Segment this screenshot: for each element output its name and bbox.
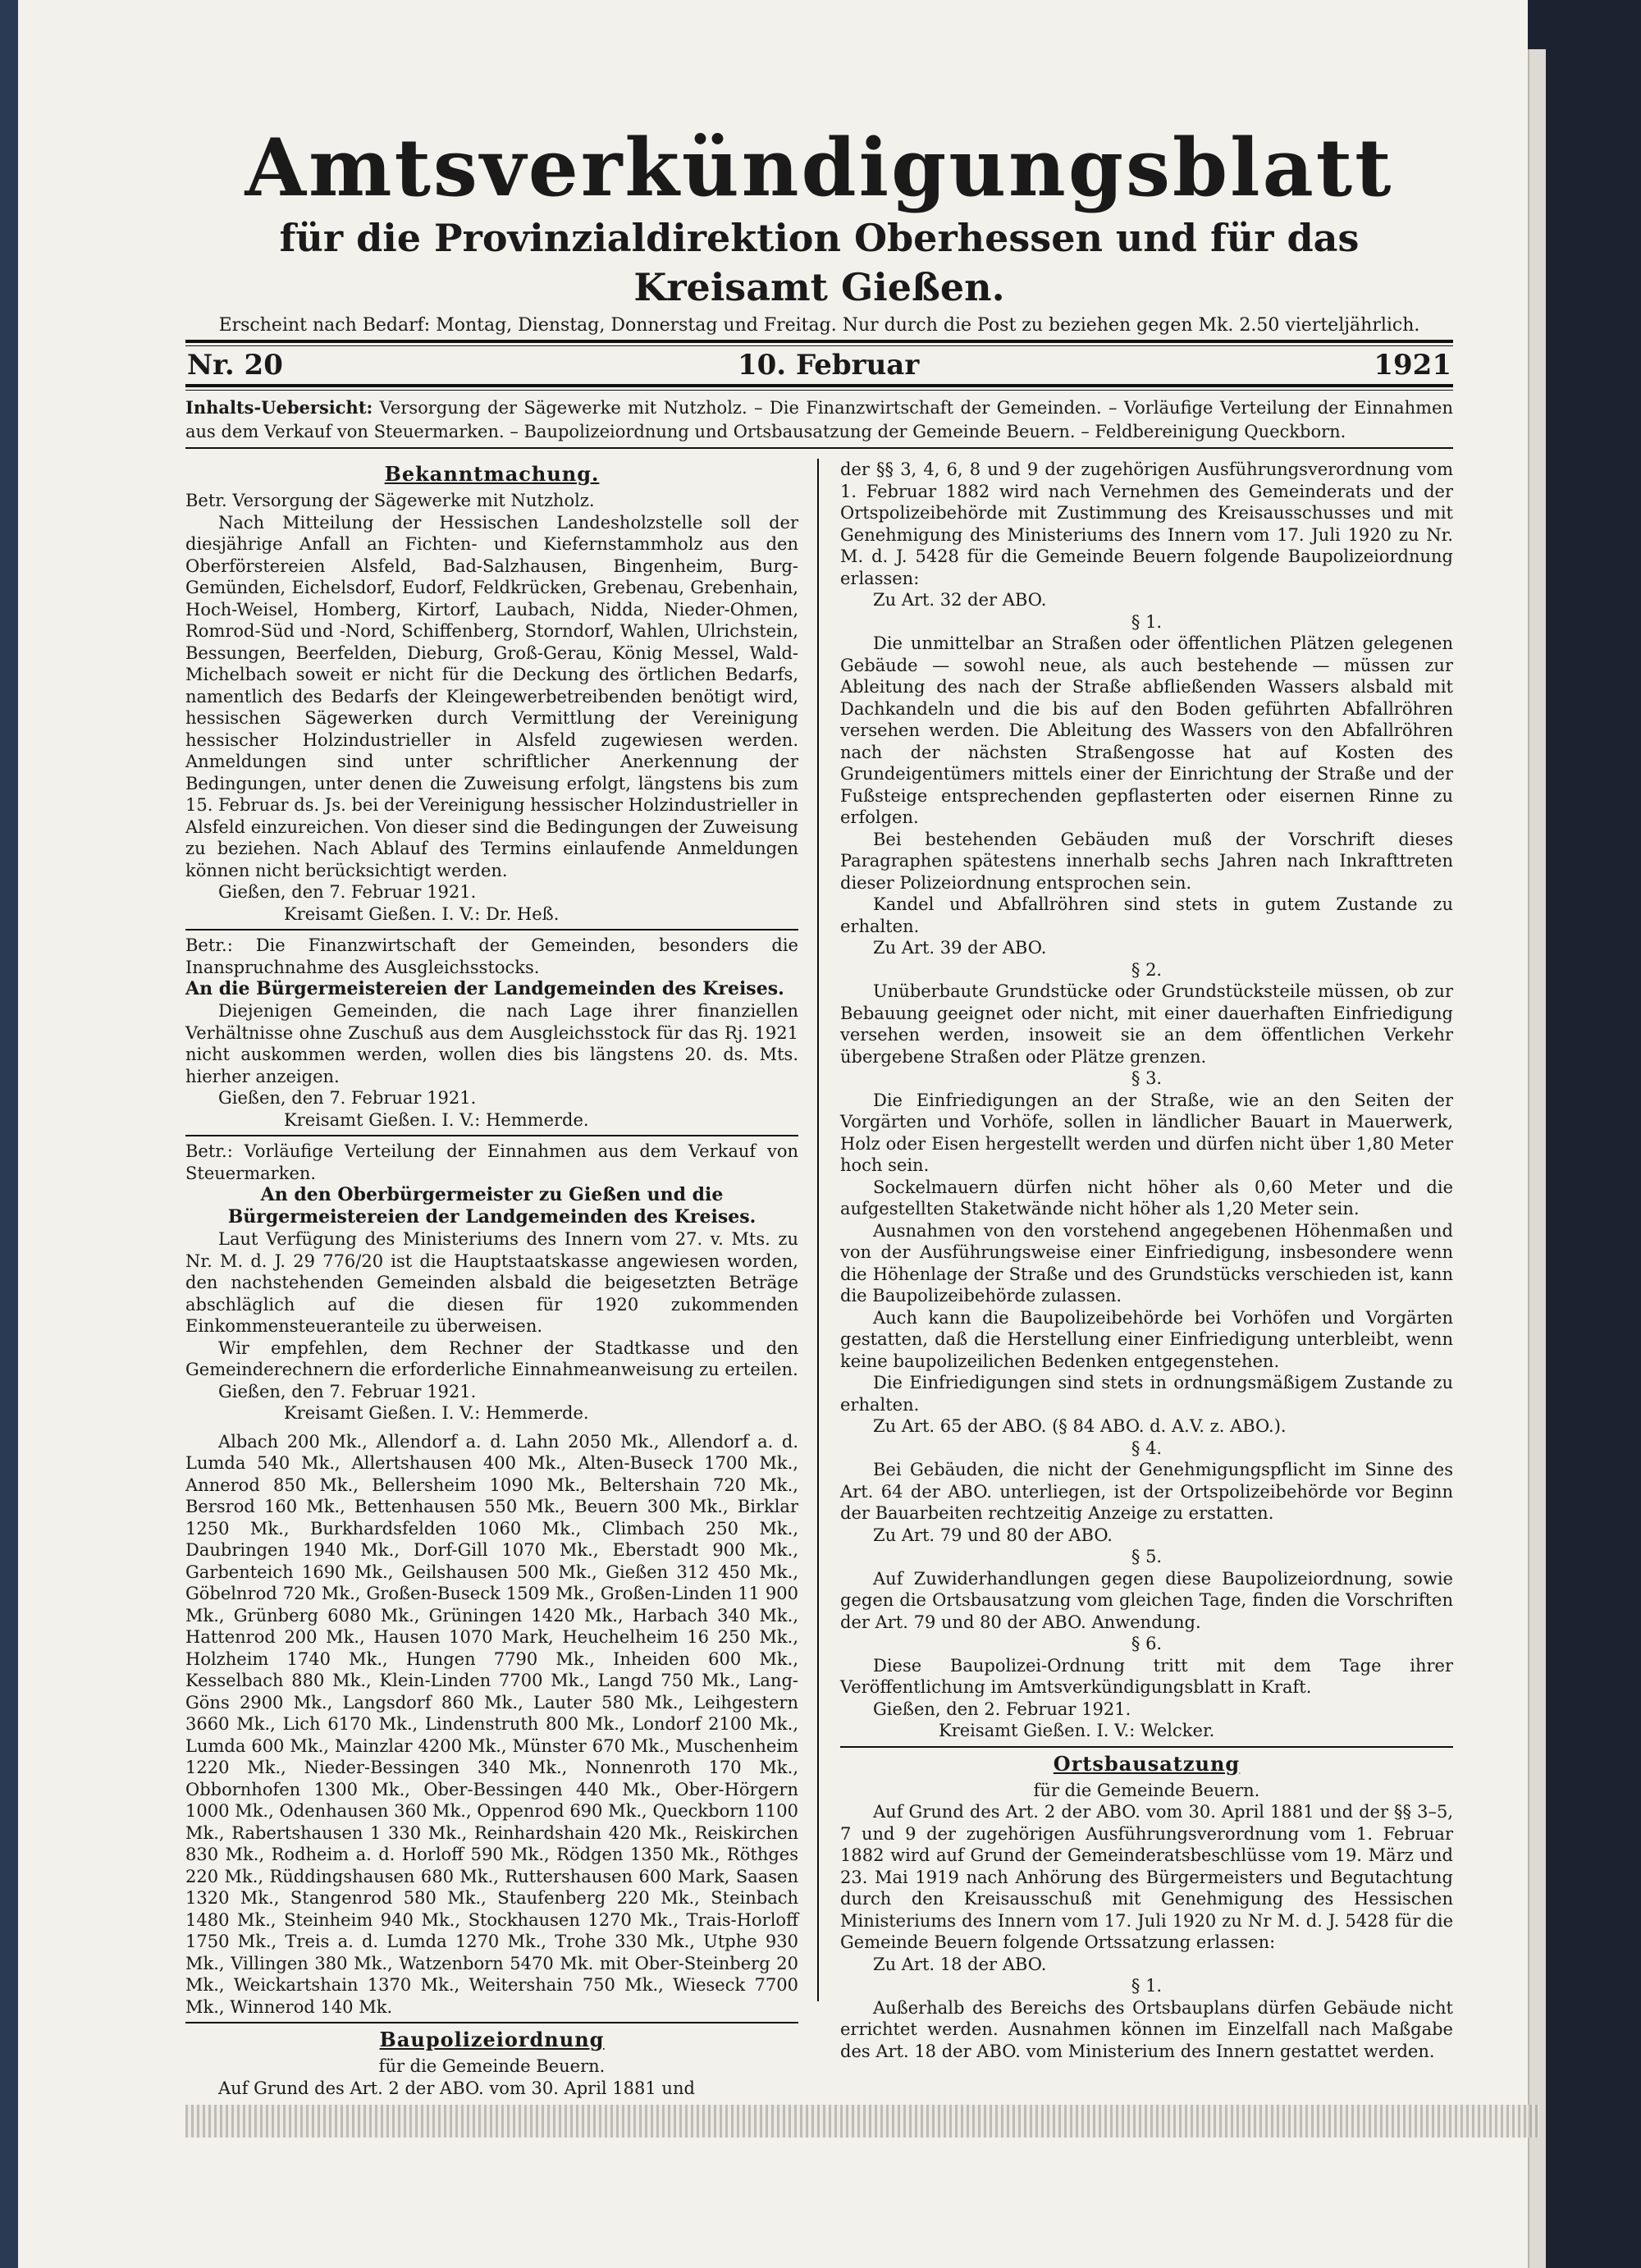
- bpo-art39: Zu Art. 39 der ABO.: [873, 938, 1047, 958]
- toc-label: Inhalts-Uebersicht:: [185, 397, 373, 418]
- right-column: [840, 459, 1453, 2099]
- issue-date: 10. Februar: [737, 349, 920, 382]
- bpo-signature: Kreisamt Gießen. I. V.: Welcker.: [939, 1721, 1215, 1740]
- b3-body1: Laut Verfügung des Ministeriums des Innern vom 27. v. Mts. zu Nr. M. d. J. 29 776/20 ist die Hauptstaatskasse angewiesen worden, den nachstehenden Gemeinden alsbald die beigesetzten Beträge abschläglich auf die diesen für 1920 zukommenden Einkommensteueranteile zu überweisen.: [185, 1229, 798, 1336]
- bpo-continued: der §§ 3, 4, 6, 8 und 9 der zugehörigen Ausführungsverordnung vom 1. Februar 1882 wird nach Vernehmen des Gemeinderats und der Ortspolizeibehörde mit Zustimmung des Kreisausschusses und mit Genehmigung des Ministeriums des Innern vom 17. Juli 1920 zu Nr. M. d. J. 5428 für die Gemeinde Beuern folgende Baupolizeiordnung erlassen:: [840, 460, 1453, 588]
- obs-sub: für die Gemeinde Beuern.: [1033, 1780, 1260, 1800]
- b3-signature: Kreisamt Gießen. I. V.: Hemmerde.: [284, 1403, 589, 1423]
- table-of-contents: [185, 391, 1453, 447]
- b2-body: Diejenigen Gemeinden, die nach Lage ihrer finanziellen Verhältnisse ohne Zuschuß aus dem Ausgleichsstock für das Rj. 1921 nicht auskommen werden, wollen dies bis längstens 20. ds. Mts. hierher anzeigen.: [185, 1001, 798, 1086]
- bpo-par5-a: Auf Zuwiderhandlungen gegen diese Baupolizeiordnung, sowie gegen die Ortsbausatzung vom gleichen Tage, finden die Vorschriften der Art. 79 und 80 der ABO. Anwendung.: [840, 1568, 1453, 1632]
- obs-heading: Ortsbausatzung: [1053, 1751, 1241, 1776]
- bpo-par1: § 1.: [1131, 611, 1163, 632]
- masthead-subtitle: für die Provinzialdirektion Oberhessen und für das Kreisamt Gießen.: [279, 216, 1360, 309]
- bpo-par3-e: Die Einfriedigungen sind stets in ordnungsmäßigem Zustande zu erhalten.: [840, 1373, 1453, 1415]
- masthead-title: Amtsverkündigungsblatt: [245, 121, 1394, 214]
- bpo-place: Gießen, den 2. Februar 1921.: [873, 1699, 1131, 1719]
- b2-place: Gießen, den 7. Februar 1921.: [218, 1088, 477, 1108]
- b3-place: Gießen, den 7. Februar 1921.: [218, 1381, 477, 1401]
- two-columns: [185, 459, 1453, 2099]
- issue-year: 1921: [1374, 349, 1451, 382]
- book-binding-edge: [0, 0, 18, 2268]
- bpo-art32: Zu Art. 32 der ABO.: [873, 590, 1047, 610]
- left-column: [185, 459, 798, 2099]
- obs-par1-a: Außerhalb des Bereichs des Ortsbauplans dürfen Gebäude nicht errichtet werden. Ausnahmen können im Einzelfall nach Maßgabe des Art. 18 der ABO. vom Ministerium des Innern gestattet werden.: [840, 1997, 1453, 2061]
- bpo-par3-c: Ausnahmen von den vorstehend angegebenen Höhenmaßen und von der Ausführungsweise einer Einfriedigung, insbesondere wenn die Höhenlage der Straße und des Grundstücks verschieden ist, kann die Baupolizeibehörde zulassen.: [840, 1220, 1453, 1305]
- bpo-art79: Zu Art. 79 und 80 der ABO.: [873, 1525, 1113, 1545]
- b3-body2: Wir empfehlen, dem Rechner der Stadtkasse und den Gemeinderechnern die erforderliche Einnahmeanweisung zu erteilen.: [185, 1337, 798, 1379]
- b1-heading: Bekanntmachung.: [384, 462, 600, 486]
- b1-place: Gießen, den 7. Februar 1921.: [218, 882, 477, 902]
- bpo-par6: § 6.: [1131, 1634, 1163, 1653]
- publication-note: Erscheint nach Bedarf: Montag, Dienstag, Donnerstag und Freitag. Nur durch die Post zu beziehen gegen Mk. 2.50 vierteljährlich.: [218, 315, 1420, 336]
- bpo-separator: [840, 1746, 1453, 1748]
- column-divider: [817, 459, 819, 2001]
- bpo-par3-a: Die Einfriedigungen an der Straße, wie an den Seiten der Vorgärten und Vorhöfe, sollen in ländlicher Bauart in Mauerwerk, Holz oder Eisen hergestellt werden und dürfen nicht über 1,80 Meter hoch sein.: [840, 1090, 1453, 1175]
- bpo-par4-a: Bei Gebäuden, die nicht der Genehmigungspflicht im Sinne des Art. 64 der ABO. unterliegen, ist der Ortspolizeibehörde vor Beginn der Bauarbeiten rechtzeitig Anzeige zu erstatten.: [840, 1460, 1453, 1523]
- b1-separator: [185, 929, 798, 931]
- b2-signature: Kreisamt Gießen. I. V.: Hemmerde.: [284, 1109, 589, 1130]
- b3-separator: [185, 2022, 798, 2023]
- b4-sub: für die Gemeinde Beuern.: [378, 2056, 606, 2076]
- bpo-par5: § 5.: [1131, 1547, 1163, 1566]
- torn-bottom-edge: [185, 2105, 1539, 2138]
- b1-body: Nach Mitteilung der Hessischen Landesholzstelle soll der diesjährige Anfall an Fichten- und Kiefernstammholz aus den Oberförstereien Alsfeld, Bad-Salzhausen, Bingenheim, Burg-Gemünden, Eichelsdorf, Eudorf, Feldkrücken, Grebenau, Grebenhain, Hoch-Weisel, Homberg, Kirtorf, Laubach, Nidda, Nieder-Ohmen, Romrod-Süd und -Nord, Schiffenberg, Storndorf, Wahlen, Ulrichstein, Bessungen, Beerfelden, Dieburg, Groß-Gerau, König Messel, Wald-Michelbach soweit er nicht für die Deckung des örtlichen Bedarfs, namentlich des Bedarfs der Kleingewerbetreibenden benötigt wird, hessischen Sägewerken durch Vermittlung der Vereinigung hessischer Holzindustrieller in Alsfeld zugewiesen werden. Anmeldungen sind unter schriftlicher Anerkennung der Bedingungen, unter denen die Zuweisung erfolgt, längstens bis zum 15. Februar ds. Js. bei der Vereinigung hessischer Holzindustrieller in Alsfeld einzureichen. Von dieser sind die Bedingungen der Zuweisung zu beziehen. Nach Ablauf des Termins einlaufende Anmeldungen können nicht berücksichtigt werden.: [185, 512, 798, 880]
- bpo-par4: § 4.: [1131, 1438, 1163, 1458]
- b3-betr: Betr.: Vorläufige Verteilung der Einnahmen aus dem Verkauf von Steuermarken.: [185, 1141, 798, 1183]
- b3-amounts-list: Albach 200 Mk., Allendorf a. d. Lahn 2050 Mk., Allendorf a. d. Lumda 540 Mk., Allertshausen 400 Mk., Alten-Buseck 1700 Mk., Annerod 850 Mk., Bellersheim 1090 Mk., Beltershain 720 Mk., Bersrod 160 Mk., Bettenhausen 550 Mk., Beuern 300 Mk., Birklar 1250 Mk., Burkhardsfelden 1060 Mk., Climbach 250 Mk., Daubringen 1940 Mk., Dorf-Gill 1070 Mk., Eberstadt 900 Mk., Garbenteich 1690 Mk., Geilshausen 500 Mk., Gießen 312 450 Mk., Göbelnrod 720 Mk., Großen-Buseck 1509 Mk., Großen-Linden 11 900 Mk., Grünberg 6080 Mk., Grüningen 1420 Mk., Harbach 340 Mk., Hattenrod 200 Mk., Hausen 1070 Mark, Heuchelheim 16 250 Mk., Holzheim 1740 Mk., Hungen 7790 Mk., Inheiden 600 Mk., Kesselbach 880 Mk., Klein-Linden 7700 Mk., Langd 750 Mk., Lang-Göns 2900 Mk., Langsdorf 860 Mk., Lauter 580 Mk., Leihgestern 3660 Mk., Lich 6170 Mk., Lindenstruth 800 Mk., Londorf 2100 Mk., Lumda 600 Mk., Mainzlar 4200 Mk., Münster 670 Mk., Muschenheim 1220 Mk., Nieder-Bessingen 340 Mk., Nonnenroth 170 Mk., Obbornhofen 1300 Mk., Ober-Bessingen 440 Mk., Ober-Hörgern 1000 Mk., Odenhausen 360 Mk., Oppenrod 690 Mk., Queckborn 1100 Mk., Rabertshausen 1 330 Mk., Reinhardshain 420 Mk., Reiskirchen 830 Mk., Rodheim a. d. Horloff 590 Mk., Rödgen 1350 Mk., Röthges 220 Mk., Rüddingshausen 680 Mk., Ruttershausen 600 Mark, Saasen 1320 Mk., Stangenrod 580 Mk., Staufenberg 220 Mk., Steinbach 1480 Mk., Steinheim 940 Mk., Stockhausen 1270 Mk., Trais-Horloff 1750 Mk., Treis a. d. Lumda 1270 Mk., Trohe 330 Mk., Utphe 930 Mk., Villingen 380 Mk., Watzenborn 5470 Mk. mit Ober-Steinberg 20 Mk., Weickartshain 1370 Mk., Weitershain 750 Mk., Wieseck 7700 Mk., Winnerod 140 Mk.: [185, 1431, 798, 2017]
- bpo-par1-c: Kandel und Abfallröhren sind stets in gutem Zustande zu erhalten.: [840, 894, 1453, 936]
- b1-betr: Betr. Versorgung der Sägewerke mit Nutzholz.: [185, 491, 595, 510]
- issue-number: Nr. 20: [187, 349, 283, 382]
- b2-separator: [185, 1135, 798, 1136]
- b2-betr: Betr.: Die Finanzwirtschaft der Gemeinden, besonders die Inanspruchnahme des Ausgleichsstocks.: [185, 935, 798, 977]
- b2-address: An die Bürgermeistereien der Landgemeinden des Kreises.: [185, 978, 784, 999]
- bpo-art65: Zu Art. 65 der ABO. (§ 84 ABO. d. A.V. z. ABO.).: [873, 1416, 1287, 1436]
- toc-rule: [185, 447, 1453, 449]
- bpo-par2: § 2.: [1131, 959, 1163, 980]
- obs-art18: Zu Art. 18 der ABO.: [873, 1954, 1047, 1974]
- page-stack-edge: [1528, 49, 1546, 2268]
- masthead-rule: [185, 340, 1453, 346]
- issue-rule: [185, 384, 1453, 391]
- obs-body: Auf Grund des Art. 2 der ABO. vom 30. April 1881 und der §§ 3–5, 7 und 9 der zugehörigen Ausführungsverordnung vom 1. Februar 1882 wird auf Grund der Gemeinderatsbeschlüsse vom 19. März und 23. Mai 1919 nach Anhörung des Bürgermeisters und Begutachtung durch den Kreisausschuß mit Genehmigung des Hessischen Ministeriums des Innern vom 17. Juli 1920 zu Nr M. d. J. 5428 für die Gemeinde Beuern folgende Ortssatzung erlassen:: [840, 1802, 1453, 1952]
- bpo-par1-b: Bei bestehenden Gebäuden muß der Vorschrift dieses Paragraphen spätestens innerhalb sechs Jahren nach Inkrafttreten dieser Polizeiordnung entsprochen sein.: [840, 829, 1453, 893]
- bpo-par3-b: Sockelmauern dürfen nicht höher als 0,60 Meter und die aufgestellten Staketwände nicht höher als 1,20 Meter sein.: [840, 1177, 1453, 1219]
- b4-body: Auf Grund des Art. 2 der ABO. vom 30. April 1881 und: [218, 2078, 695, 2098]
- bpo-par3: § 3.: [1131, 1068, 1163, 1088]
- b1-signature: Kreisamt Gießen. I. V.: Dr. Heß.: [284, 903, 560, 924]
- issue-line: [185, 346, 1453, 384]
- toc-text: Versorgung der Sägewerke mit Nutzholz. – Die Finanzwirtschaft der Gemeinden. – Vorläufige Verteilung der Einnahmen aus dem Verkauf von Steuermarken. – Baupolizeiordnung und Ortsbausatzung der Gemeinde Beuern. – Feldbereinigung Queckborn.: [185, 398, 1453, 441]
- newspaper-page: [185, 123, 1453, 2125]
- bpo-par6-a: Diese Baupolizei-Ordnung tritt mit dem Tage ihrer Veröffentlichung im Amtsverkündigungsblatt in Kraft.: [840, 1655, 1453, 1697]
- bpo-par1-a: Die unmittelbar an Straßen oder öffentlichen Plätzen gelegenen Gebäude — sowohl neue, als auch bestehende — müssen zur Ableitung des nach der Straße abfließenden Wassers alsbald mit Dachkandeln und die bis auf den Boden geführten Abfallröhren versehen werden. Die Ableitung des Wassers von den Abfallröhren nach der nächsten Straßengosse hat auf Kosten des Grundeigentümers mittels einer der Einrichtung der Straße und der Fußsteige entsprechenden gepflasterten oder eisernen Rinne zu erfolgen.: [840, 633, 1453, 827]
- bpo-par3-d: Auch kann die Baupolizeibehörde bei Vorhöfen und Vorgärten gestatten, daß die Herstellung einer Einfriedigung unterbleibt, wenn keine baupolizeilichen Bedenken entgegenstehen.: [840, 1307, 1453, 1371]
- b4-heading: Baupolizeiordnung: [379, 2028, 605, 2051]
- bpo-par2-a: Unüberbaute Grundstücke oder Grundstücksteile müssen, ob zur Bebauung geeignet oder nicht, mit einer dauerhaften Einfriedigung versehen werden, insoweit sie an dem öffentlichen Verkehr übergebene Straßen oder Plätze grenzen.: [840, 981, 1453, 1067]
- obs-par1: § 1.: [1131, 1976, 1163, 1996]
- b3-address: An den Oberbürgermeister zu Gießen und die Bürgermeistereien der Landgemeinden des Kreises.: [227, 1184, 757, 1228]
